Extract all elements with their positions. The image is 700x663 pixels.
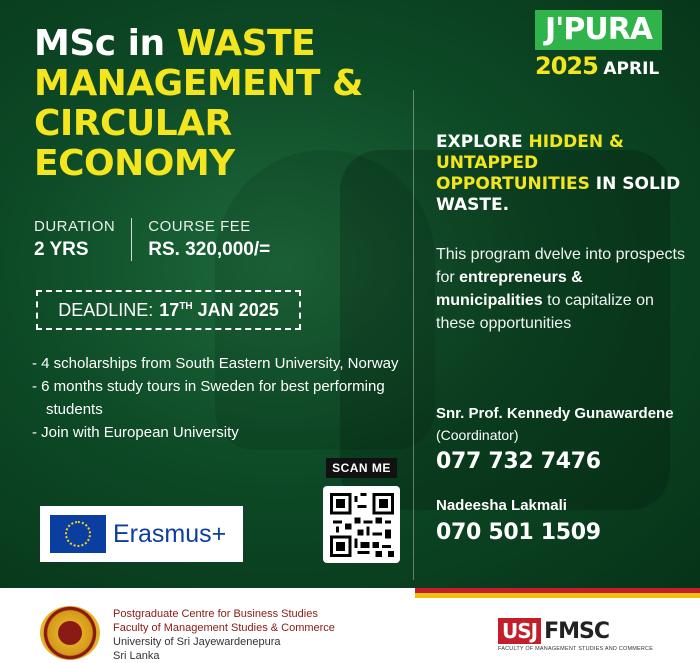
deadline-label: DEADLINE: bbox=[58, 299, 154, 320]
headline-prefix: EXPLORE bbox=[436, 132, 529, 152]
color-stripe bbox=[0, 588, 700, 600]
usj-fmsc-logo bbox=[498, 618, 609, 644]
contact-secondary bbox=[436, 497, 696, 545]
description-start: This program dvelve into prospects for bbox=[436, 246, 685, 286]
eu-flag-icon bbox=[50, 515, 106, 553]
list-item: - 6 months study tours in Sweden for best performing students bbox=[32, 375, 402, 421]
headline-highlight: HIDDEN & UNTAPPED OPPORTUNITIES bbox=[436, 132, 624, 194]
deadline-month-year: JAN 2025 bbox=[197, 299, 279, 320]
contact-name: Snr. Prof. Kennedy Gunawardene bbox=[436, 405, 674, 422]
fee-value: RS. 320,000/= bbox=[148, 239, 271, 260]
scan-block bbox=[323, 458, 400, 563]
duration-label: DURATION bbox=[34, 218, 116, 235]
badge-month: APRIL bbox=[603, 59, 660, 79]
badge-name: J'PURA bbox=[535, 10, 662, 50]
contact-coordinator bbox=[436, 405, 696, 474]
contact-phone[interactable]: 070 501 1509 bbox=[436, 520, 601, 545]
contact-phone[interactable]: 077 732 7476 bbox=[436, 449, 601, 474]
logo-subtitle: FACULTY OF MANAGEMENT STUDIES AND COMMERCE bbox=[498, 646, 654, 652]
erasmus-text: Erasmus+ bbox=[113, 519, 227, 548]
footer bbox=[0, 600, 700, 660]
page-title bbox=[34, 24, 414, 184]
description-end: to capitalize on these opportunities bbox=[436, 292, 654, 332]
deadline-suffix: TH bbox=[179, 300, 193, 312]
list-item: - 4 scholarships from South Eastern University, Norway bbox=[32, 352, 402, 375]
university-seal-icon bbox=[40, 606, 100, 660]
course-info bbox=[34, 218, 286, 261]
duration-block bbox=[34, 218, 131, 261]
footer-faculty: Faculty of Management Studies & Commerce bbox=[113, 622, 335, 634]
footer-country: Sri Lanka bbox=[113, 650, 160, 662]
deadline-day: 17 bbox=[159, 299, 180, 320]
duration-value: 2 YRS bbox=[34, 239, 89, 260]
description-highlight: entrepreneurs & municipalities bbox=[436, 269, 583, 309]
headline bbox=[436, 132, 686, 216]
fee-block bbox=[131, 218, 286, 261]
badge-year: 2025 bbox=[535, 52, 598, 80]
qr-code-icon[interactable] bbox=[323, 486, 400, 563]
footer-university: University of Sri Jayewardenepura bbox=[113, 636, 281, 648]
usj-logo-text: USJ bbox=[498, 618, 541, 644]
deadline-box bbox=[36, 290, 301, 330]
scan-me-label: SCAN ME bbox=[326, 458, 397, 478]
erasmus-logo bbox=[40, 506, 243, 562]
deadline-date bbox=[159, 300, 278, 321]
footer-centre: Postgraduate Centre for Business Studies bbox=[113, 608, 318, 620]
title-program: WASTE MANAGEMENT & CIRCULAR ECONOMY bbox=[34, 23, 363, 184]
contact-role: (Coordinator) bbox=[436, 427, 519, 443]
benefits-list bbox=[32, 352, 402, 444]
contact-name: Nadeesha Lakmali bbox=[436, 497, 567, 514]
fmsc-logo-text: FMSC bbox=[544, 618, 610, 644]
fee-label: COURSE FEE bbox=[148, 218, 251, 235]
jpura-badge bbox=[535, 10, 685, 80]
list-item: - Join with European University bbox=[32, 421, 402, 444]
headline-suffix: IN SOLID WASTE. bbox=[436, 174, 681, 215]
title-prefix: MSc in bbox=[34, 23, 177, 64]
program-description bbox=[436, 243, 691, 335]
footer-address bbox=[113, 607, 335, 663]
